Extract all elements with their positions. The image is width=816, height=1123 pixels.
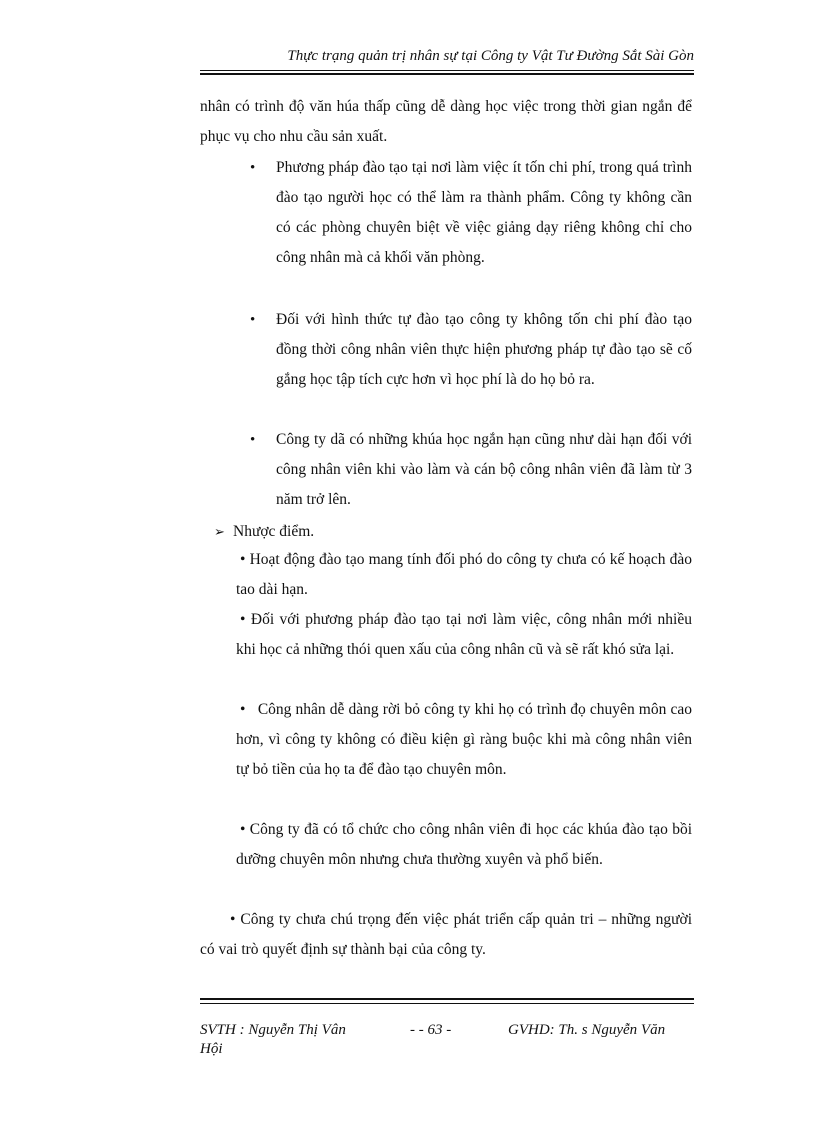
footer-page-number: - - 63 - <box>410 1022 452 1038</box>
header-rule-thick <box>200 73 694 75</box>
arrow-bullet-icon: ➢ <box>214 524 225 539</box>
bullet-icon: • <box>240 611 246 628</box>
footer-student: SVTH : Nguyễn Thị Vân <box>200 1022 346 1038</box>
advantage-item: Công ty dã có những khúa học ngắn hạn cũng như dài hạn đối với công nhân viên khi vào làm và cán bộ công nhân viên đã làm từ 3 năm trở lên. <box>276 431 692 508</box>
footer-rule-thin <box>200 1003 694 1004</box>
intro-paragraph: nhân có trình độ văn húa thấp cũng dễ dàng học việc trong thời gian ngắn để phục vụ cho nhu cầu sản xuất. <box>200 98 692 145</box>
disadvantage-item <box>236 815 692 875</box>
bullet-icon: • <box>250 432 256 448</box>
disadvantage-item <box>236 605 692 665</box>
header-rule-thin <box>200 70 694 71</box>
footer-rule-thick <box>200 998 694 1000</box>
closing-text: Công ty chưa chú trọng đến việc phát triển cấp quản tri – những người có vai trò quyết định sự thành bại của công ty. <box>200 911 693 958</box>
bullet-icon: • <box>250 312 256 328</box>
advantage-item: Đối với hình thức tự đào tạo công ty không tốn chi phí đào tạo đồng thời công nhân viên thực hiện phương pháp tự đào tạo sẽ cố gắng học tập tích cực hơn vì học phí là do họ bỏ ra. <box>276 311 692 388</box>
bullet-icon: • <box>240 821 246 838</box>
disadvantage-text: Công nhân dễ dàng rời bỏ công ty khi họ có trình đọ chuyên môn cao hơn, vì công ty không có điều kiện gì ràng buộc khi mà công nhân viên tự bỏ tiền của họ ta để đào tạo chuyên môn. <box>236 701 692 778</box>
disadvantage-text: Công ty đã có tổ chức cho công nhân viên đi học các khúa đào tạo bồi dưỡng chuyên môn nhưng chưa thường xuyên và phổ biến. <box>236 821 692 868</box>
bullet-icon: • <box>240 551 246 568</box>
disadvantage-text: Hoạt động đào tạo mang tính đối phó do công ty chưa có kế hoạch đào tao dài hạn. <box>236 551 693 598</box>
header-title: Thực trạng quản trị nhân sự tại Công ty Vật Tư Đường Sắt Sài Gòn <box>287 48 694 64</box>
advantage-item: Phương pháp đào tạo tại nơi làm việc ít tốn chi phí, trong quá trình đào tạo người học có thể làm ra thành phẩm. Công ty không cần có các phòng chuyên biệt về việc giảng dạy riêng không chỉ cho công nhân mà cả khối văn phòng. <box>276 159 692 266</box>
bullet-icon: • <box>250 160 256 176</box>
bullet-icon: • <box>230 911 236 928</box>
footer-student-cont: Hội <box>200 1041 223 1057</box>
footer-advisor: GVHD: Th. s Nguyễn Văn <box>508 1022 666 1038</box>
disadvantage-item <box>236 545 692 605</box>
bullet-icon: • <box>240 701 246 718</box>
disadvantage-item <box>236 695 692 785</box>
closing-paragraph <box>200 905 692 965</box>
disadvantage-text: Đối với phương pháp đào tạo tại nơi làm việc, công nhân mới nhiều khi học cả những thói quen xấu của công nhân cũ và sẽ rất khó sửa lại. <box>236 611 692 658</box>
disadvantages-heading: Nhược điểm. <box>233 523 315 540</box>
